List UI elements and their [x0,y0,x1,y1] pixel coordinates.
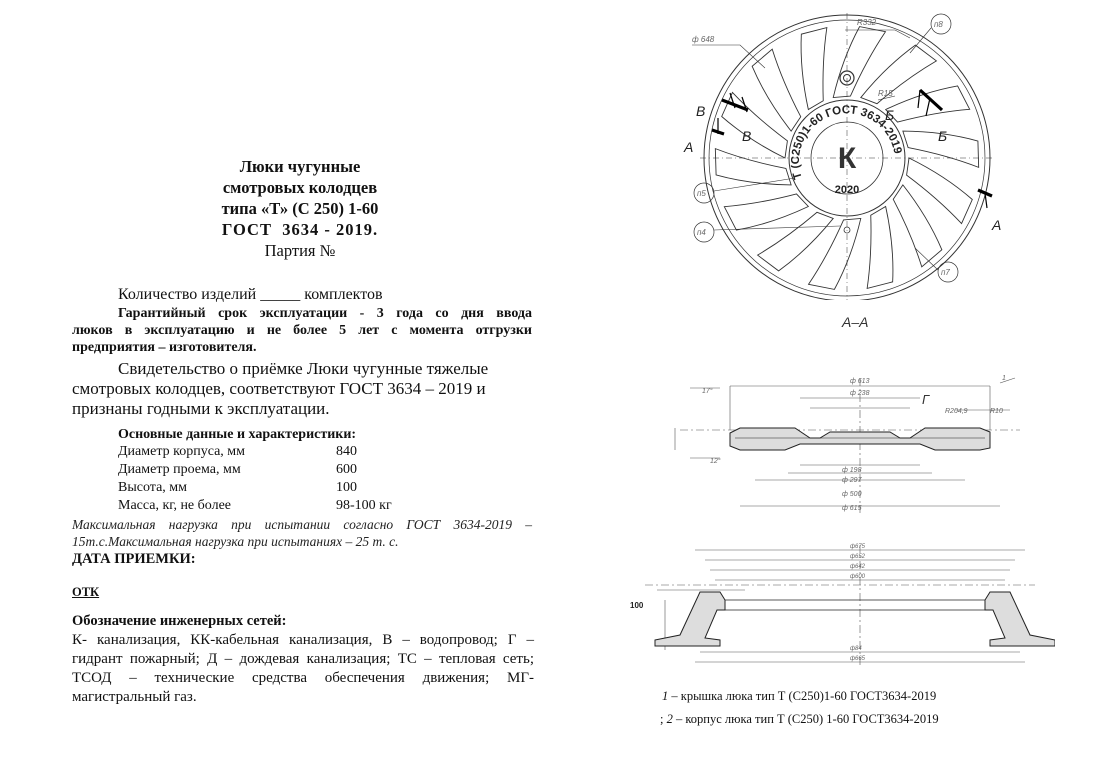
lid-ring-text: Т (С250)1-60 ГОСТ 3634-2019 [789,104,904,181]
mark-a: А [684,139,694,155]
lid-rib [715,149,791,185]
dim-r10: R10 [990,408,1003,415]
document-title [140,156,460,261]
spec-row: Диаметр проема, мм 600 [118,462,357,477]
lid-letter-k: К [837,142,857,175]
lid-rib [907,158,973,224]
load-note: Максимальная нагрузка при испытании согласно ГОСТ 3634-2019 – 15т.с.Максимальная нагрузка при испытаниях – 25 т. с. [72,517,532,549]
quantity-line: Количество изделий _____ комплектов [118,286,383,303]
callout-p5: п5 [697,189,706,198]
lid-plan-drawing [680,8,1010,300]
acceptance-certificate: Свидетельство о приёмке Люки чугунные тяжелые смотровых колодцев, соответствуют ГОСТ 3634 – 2019 и признаны годными к эксплуатации. [72,359,489,418]
dim-238: ф 238 [850,390,870,397]
frame-profile-left [655,592,725,646]
dim-615: ф 615 [842,505,862,512]
sheet-mark: 1 [1002,375,1006,382]
lid-rib [809,218,861,289]
frame-section-drawing [625,540,1055,670]
detail-mark-g: Г [922,392,930,407]
dim-665: ф665 [850,656,866,662]
dim-r15: R15 [878,89,893,98]
dim-600: ф600 [850,574,866,580]
dim-r204: R204,9 [945,408,968,415]
dim-r332: R332 [857,18,877,27]
title-line-4: ГОСТ 3634 - 2019. [221,220,379,239]
lid-rib [886,86,970,122]
dim-652: ф652 [850,554,866,560]
mark-a2: А [992,217,1002,233]
mark-v2: В [742,128,752,144]
specs-heading: Основные данные и характеристики: [118,427,357,442]
section-label: А–А [842,314,869,330]
lid-rib [724,194,808,230]
networks-legend: К- канализация, КК-кабельная канализация, В – водопровод; Г – гидрант пожарный; Д – дождевая канализация; ТС – тепловая сеть; ТСОД – технические средства обеспечения движения; МГ- магистральный газ. [72,632,534,705]
spec-row: Масса, кг, не более 98-100 кг [118,498,392,513]
title-line-1: Люки чугунные [239,157,361,176]
lid-rib [833,27,885,98]
lid-rib [867,206,893,288]
spec-row: Высота, мм 100 [118,480,357,495]
dim-613: ф 613 [850,378,870,385]
mark-v: В [696,103,706,119]
title-line-3: типа «Т» (С 250) 1-60 [221,199,379,218]
lid-rib [801,28,827,110]
specs-table [118,443,418,515]
batch-number-label: Партия № [264,241,336,260]
dim-height-100: 100 [630,601,644,610]
dim-12deg: 12° [710,458,721,465]
lid-year: 2020 [834,184,860,196]
warranty-text: Гарантийный срок эксплуатации - 3 года со дня ввода люков в эксплуатацию и не более 5 лет с момента отгрузки предприятия – изготовителя. [72,306,532,355]
dim-84: ф84 [850,646,862,652]
dim-17deg: 17° [702,388,713,395]
networks-heading: Обозначение инженерных сетей: [72,613,287,629]
acceptance-date-label: ДАТА ПРИЕМКИ: [72,551,196,567]
frame-profile-right [985,592,1055,646]
title-line-2: смотровых колодцев [222,178,378,197]
otk-label: ОТК [72,585,100,599]
callout-p7: п7 [941,268,950,277]
spec-row: Диаметр корпуса, мм 840 [118,444,357,459]
caption-frame: ; 2 – корпус люка тип Т (С250) 1-60 ГОСТ3634-2019 [660,712,939,726]
callout-p8: п8 [934,20,943,29]
mark-b: Б [885,107,895,123]
section-aa-drawing [660,368,1030,518]
dim-297: ф 297 [842,477,862,484]
dim-198: ф 198 [842,467,862,474]
mark-b2: Б [938,128,948,144]
dim-500: ф 500 [842,491,862,498]
callout-p4: п4 [697,228,706,237]
dim-675: ф675 [850,544,866,550]
caption-lid: 1 – крышка люка тип Т (С250)1-60 ГОСТ3634-2019 [662,689,937,703]
dim-d648: ф 648 [692,35,715,44]
dim-642: ф642 [850,564,866,570]
